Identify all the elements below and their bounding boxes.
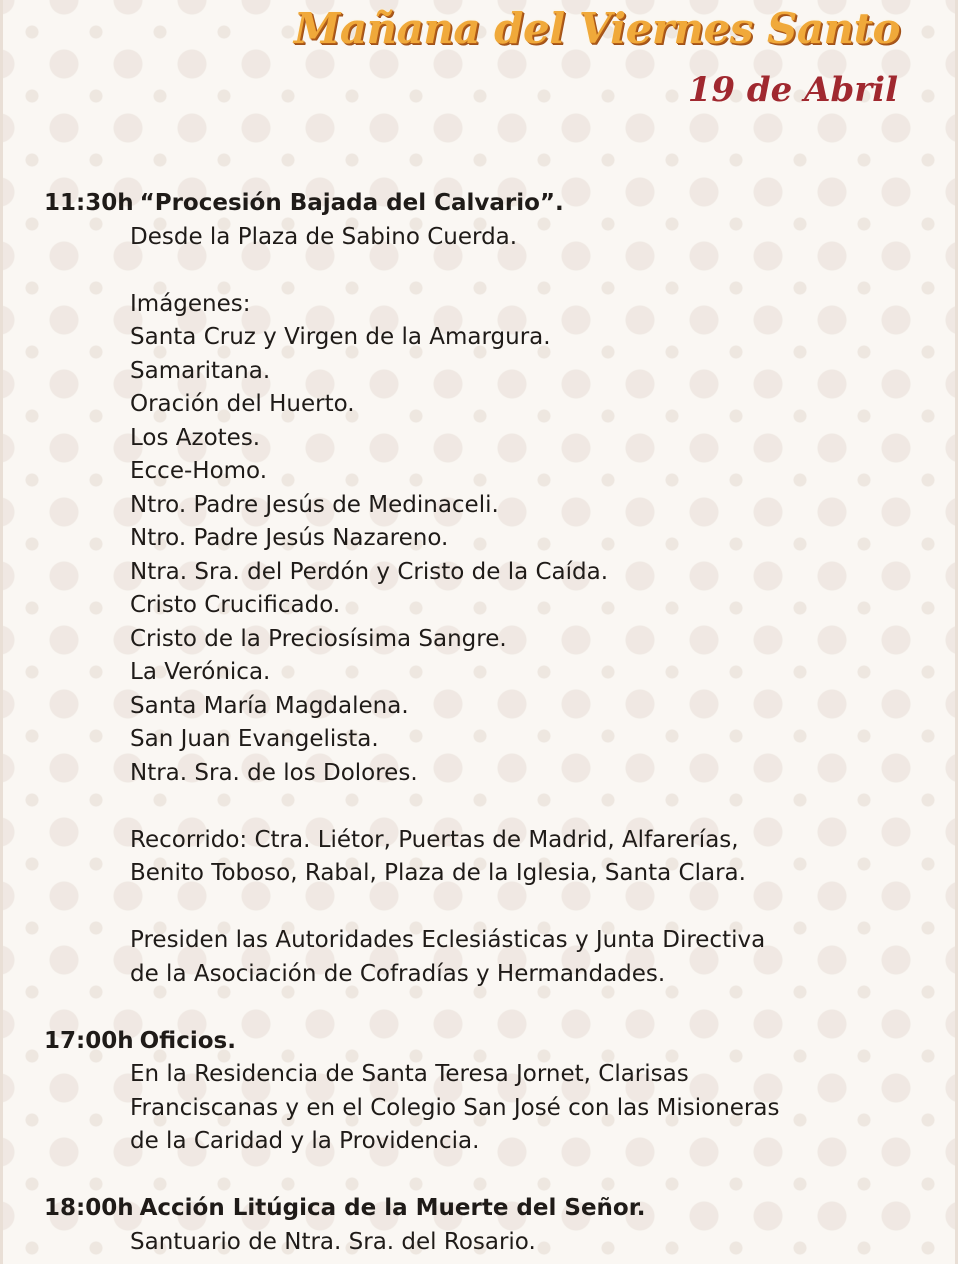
- image-item: Samaritana.: [130, 357, 271, 384]
- event-time: 18:00h: [44, 1195, 134, 1221]
- image-item: Ntro. Padre Jesús de Medinaceli.: [130, 491, 499, 518]
- event-title: “Procesión Bajada del Calvario”.: [139, 190, 564, 216]
- event-location: Desde la Plaza de Sabino Cuerda.: [130, 223, 518, 250]
- image-item: Ntro. Padre Jesús Nazareno.: [130, 525, 449, 551]
- event-header: [44, 1025, 924, 1059]
- page-date: 19 de Abril: [687, 70, 898, 110]
- presiding-line: de la Asociación de Cofradías y Hermandades.: [130, 960, 666, 987]
- image-item: Cristo de la Preciosísima Sangre.: [130, 625, 507, 652]
- event-time: 17:00h: [44, 1027, 134, 1054]
- event-1700: [44, 1025, 924, 1159]
- event-1130: [44, 187, 924, 991]
- spacer: [44, 991, 924, 1025]
- spacer: [44, 891, 924, 925]
- event-time: 11:30h: [44, 190, 134, 216]
- event-detail-line: de la Caridad y la Providencia.: [130, 1128, 480, 1154]
- event-detail-line: Santuario de Ntra. Sra. del Rosario.: [130, 1228, 536, 1255]
- image-item: San Juan Evangelista.: [130, 726, 379, 752]
- image-item: La Verónica.: [130, 659, 271, 685]
- left-border: [0, 0, 3, 1264]
- route-line: Recorrido: Ctra. Liétor, Puertas de Madrid, Alfarerías,: [130, 826, 739, 853]
- image-item: Ntra. Sra. de los Dolores.: [130, 759, 418, 786]
- image-item: Los Azotes.: [130, 424, 261, 451]
- event-detail-line: Franciscanas y en el Colegio San José con las Misioneras: [130, 1094, 780, 1121]
- image-item: Ecce-Homo.: [130, 458, 268, 484]
- spacer: [44, 254, 924, 288]
- event-header: [44, 1192, 924, 1226]
- images-label: Imágenes:: [130, 290, 251, 317]
- presiding-line: Presiden las Autoridades Eclesiásticas y Junta Directiva: [130, 927, 766, 953]
- image-item: Oración del Huerto.: [130, 391, 355, 417]
- image-item: Santa Cruz y Virgen de la Amargura.: [130, 324, 551, 350]
- program: [44, 187, 924, 1259]
- spacer: [44, 1159, 924, 1193]
- event-1800: [44, 1192, 924, 1259]
- image-item: Cristo Crucificado.: [130, 592, 341, 618]
- spacer: [44, 790, 924, 824]
- image-item: Ntra. Sra. del Perdón y Cristo de la Caída.: [130, 558, 609, 585]
- event-detail-line: En la Residencia de Santa Teresa Jornet, Clarisas: [130, 1061, 689, 1087]
- route-line: Benito Toboso, Rabal, Plaza de la Iglesia, Santa Clara.: [130, 860, 746, 886]
- page-title: Mañana del Viernes Santo: [293, 4, 900, 53]
- image-item: Santa María Magdalena.: [130, 692, 409, 719]
- event-header: [44, 187, 924, 221]
- event-title: Acción Litúgica de la Muerte del Señor.: [139, 1195, 646, 1221]
- event-title: Oficios.: [139, 1027, 236, 1054]
